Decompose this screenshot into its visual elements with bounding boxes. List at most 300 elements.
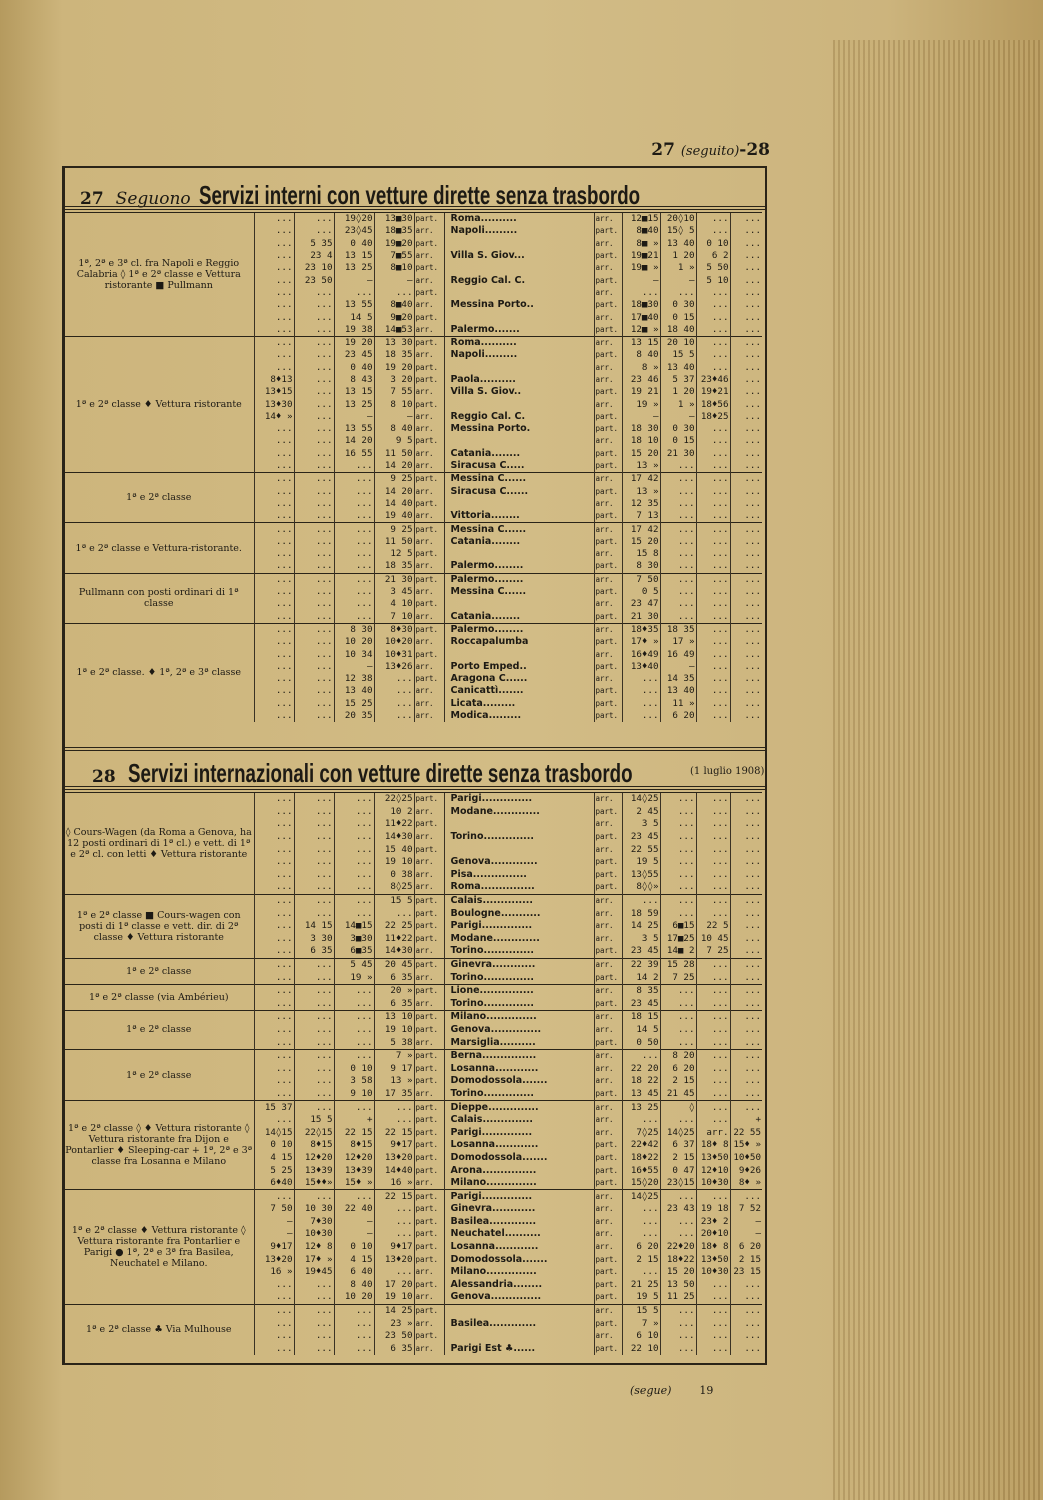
time-cell: ... bbox=[730, 648, 762, 660]
time-cell: ... bbox=[660, 1011, 696, 1024]
station-name bbox=[444, 287, 594, 299]
time-cell: 14 5 bbox=[334, 311, 374, 323]
station-name: Genova.............. bbox=[444, 1291, 594, 1304]
segue-note: (segue) bbox=[630, 1384, 672, 1397]
time-cell: ... bbox=[660, 1216, 696, 1229]
arr-part-label: arr. bbox=[594, 793, 622, 806]
time-cell: ... bbox=[254, 311, 294, 323]
time-cell: ... bbox=[696, 636, 730, 648]
time-cell: ... bbox=[696, 843, 730, 856]
time-cell: ... bbox=[254, 213, 294, 226]
time-cell: 0 40 bbox=[334, 238, 374, 250]
arr-part-label: arr. bbox=[594, 1241, 622, 1254]
time-cell: 15◊20 bbox=[622, 1177, 660, 1190]
time-cell: ... bbox=[696, 560, 730, 573]
station-name: Palermo........ bbox=[444, 623, 594, 636]
arr-part-label: arr. bbox=[414, 710, 444, 722]
arr-part-label: part. bbox=[414, 238, 444, 250]
arr-part-label: arr. bbox=[414, 971, 444, 984]
time-cell: 15♦♦» bbox=[294, 1177, 334, 1190]
time-cell: 8 35 bbox=[622, 984, 660, 997]
time-cell: ... bbox=[696, 1049, 730, 1062]
arr-part-label: arr. bbox=[594, 398, 622, 410]
time-cell: 23 50 bbox=[294, 274, 334, 286]
time-cell: ... bbox=[730, 498, 762, 510]
table-row bbox=[64, 523, 762, 536]
time-cell: ... bbox=[294, 536, 334, 548]
time-cell: 13 40 bbox=[660, 362, 696, 374]
time-cell: 19 10 bbox=[374, 1291, 414, 1304]
time-cell: 14♦30 bbox=[374, 831, 414, 844]
time-cell: ... bbox=[730, 698, 762, 710]
time-cell: 7 13 bbox=[622, 510, 660, 523]
arr-part-label: arr. bbox=[594, 1101, 622, 1114]
arr-part-label: part. bbox=[594, 386, 622, 398]
time-cell: ... bbox=[696, 486, 730, 498]
arr-part-label: part. bbox=[594, 971, 622, 984]
arr-part-label: part. bbox=[414, 1114, 444, 1127]
time-cell: ... bbox=[730, 1062, 762, 1075]
time-cell: 15 25 bbox=[334, 698, 374, 710]
time-cell: ... bbox=[696, 498, 730, 510]
time-cell: ... bbox=[294, 311, 334, 323]
time-cell: ... bbox=[334, 1304, 374, 1317]
time-cell: ... bbox=[622, 710, 660, 722]
time-cell: ... bbox=[730, 374, 762, 386]
time-cell: 0 5 bbox=[622, 586, 660, 598]
time-cell: 13 15 bbox=[334, 386, 374, 398]
section-27-number: 27 bbox=[80, 189, 104, 209]
time-cell: 15 5 bbox=[294, 1114, 334, 1127]
time-cell: ... bbox=[334, 586, 374, 598]
time-cell: ... bbox=[294, 573, 334, 586]
time-cell: ... bbox=[696, 548, 730, 560]
table-row bbox=[64, 1190, 762, 1203]
time-cell: ... bbox=[254, 560, 294, 573]
arr-part-label: arr. bbox=[414, 411, 444, 423]
time-cell: 15 40 bbox=[374, 843, 414, 856]
time-cell: ... bbox=[254, 1304, 294, 1317]
time-cell: ... bbox=[374, 710, 414, 722]
running-header bbox=[600, 140, 770, 160]
timetable-27 bbox=[64, 212, 762, 722]
service-description: Pullmann con posti ordinari di 1ª classe bbox=[64, 573, 254, 623]
station-name: Ginevra............ bbox=[444, 958, 594, 971]
time-cell: ... bbox=[660, 287, 696, 299]
time-cell: ... bbox=[254, 920, 294, 933]
arr-part-label: arr. bbox=[414, 510, 444, 523]
time-cell: — bbox=[374, 411, 414, 423]
station-name bbox=[444, 262, 594, 274]
time-cell: ... bbox=[622, 287, 660, 299]
time-cell: ... bbox=[696, 225, 730, 237]
time-cell: ... bbox=[254, 225, 294, 237]
station-name: Catania........ bbox=[444, 536, 594, 548]
time-cell: 12 5 bbox=[374, 548, 414, 560]
station-name: Lione............... bbox=[444, 984, 594, 997]
service-description: 1ª e 2ª classe bbox=[64, 958, 254, 984]
time-cell: ... bbox=[334, 573, 374, 586]
time-cell: ... bbox=[696, 698, 730, 710]
arr-part-label: part. bbox=[594, 661, 622, 673]
time-cell: ... bbox=[696, 510, 730, 523]
station-name: Vittoria........ bbox=[444, 510, 594, 523]
time-cell: ... bbox=[696, 473, 730, 486]
time-cell: ... bbox=[730, 636, 762, 648]
time-cell: ... bbox=[254, 698, 294, 710]
arr-part-label: arr. bbox=[594, 374, 622, 386]
time-cell: 2 45 bbox=[622, 806, 660, 819]
arr-part-label: part. bbox=[594, 636, 622, 648]
time-cell: ... bbox=[374, 698, 414, 710]
time-cell: 11 » bbox=[660, 698, 696, 710]
station-name: Canicattì....... bbox=[444, 685, 594, 697]
time-cell: 22 25 bbox=[374, 920, 414, 933]
station-name: Domodossola....... bbox=[444, 1253, 594, 1266]
station-name: Genova.............. bbox=[444, 1024, 594, 1037]
arr-part-label: part. bbox=[414, 907, 444, 920]
time-cell: 18 40 bbox=[660, 324, 696, 337]
time-cell: ... bbox=[730, 398, 762, 410]
time-cell: ... bbox=[334, 818, 374, 831]
time-cell: ... bbox=[696, 881, 730, 894]
time-cell: 14 5 bbox=[622, 1024, 660, 1037]
time-cell: ... bbox=[254, 710, 294, 722]
time-cell: ... bbox=[294, 661, 334, 673]
time-cell: 8♦15 bbox=[294, 1139, 334, 1152]
time-cell: ... bbox=[660, 793, 696, 806]
time-cell: 13 15 bbox=[334, 250, 374, 262]
time-cell: 13♦39 bbox=[334, 1164, 374, 1177]
time-cell: ... bbox=[294, 336, 334, 349]
time-cell: ... bbox=[696, 1291, 730, 1304]
arr-part-label: arr. bbox=[594, 1228, 622, 1241]
arr-part-label: part. bbox=[594, 1088, 622, 1101]
time-cell: 14◊25 bbox=[622, 793, 660, 806]
time-cell: 3 58 bbox=[334, 1075, 374, 1088]
time-cell: 16♦55 bbox=[622, 1164, 660, 1177]
time-cell: ... bbox=[294, 374, 334, 386]
station-name: Reggio Cal. C. bbox=[444, 274, 594, 286]
arr-part-label: part. bbox=[414, 435, 444, 447]
time-cell: 9 25 bbox=[374, 523, 414, 536]
time-cell: ... bbox=[660, 984, 696, 997]
table-row bbox=[64, 1304, 762, 1317]
station-name: Basilea............. bbox=[444, 1317, 594, 1330]
time-cell: ... bbox=[254, 536, 294, 548]
time-cell: 5 35 bbox=[294, 238, 334, 250]
time-cell: 10♦30 bbox=[696, 1266, 730, 1279]
station-name: Milano.............. bbox=[444, 1177, 594, 1190]
time-cell: ... bbox=[622, 1266, 660, 1279]
station-name: Milano.............. bbox=[444, 1266, 594, 1279]
station-name: Torino.............. bbox=[444, 971, 594, 984]
time-cell: 13 30 bbox=[374, 336, 414, 349]
time-cell: ... bbox=[730, 311, 762, 323]
time-cell: ... bbox=[254, 1049, 294, 1062]
time-cell: 0 10 bbox=[696, 238, 730, 250]
arr-part-label: arr. bbox=[594, 1203, 622, 1216]
time-cell: ... bbox=[660, 460, 696, 473]
station-name: Torino.............. bbox=[444, 998, 594, 1011]
time-cell: 2 15 bbox=[660, 1152, 696, 1165]
time-cell: ... bbox=[254, 573, 294, 586]
arr-part-label: part. bbox=[414, 374, 444, 386]
arr-part-label: part. bbox=[594, 411, 622, 423]
arr-part-label: arr. bbox=[594, 548, 622, 560]
time-cell: 18 15 bbox=[622, 1011, 660, 1024]
time-cell: ... bbox=[696, 1062, 730, 1075]
time-cell: ... bbox=[254, 274, 294, 286]
service-description: 1ª e 2ª classe ♦ Vettura ristorante bbox=[64, 336, 254, 472]
time-cell: — bbox=[334, 274, 374, 286]
arr-part-label: arr. bbox=[594, 1062, 622, 1075]
time-cell: 10♦30 bbox=[696, 1177, 730, 1190]
time-cell: 19 » bbox=[622, 398, 660, 410]
time-cell: 8♦ » bbox=[730, 1177, 762, 1190]
time-cell: ... bbox=[334, 1343, 374, 1356]
arr-part-label: part. bbox=[594, 1164, 622, 1177]
time-cell: ... bbox=[730, 856, 762, 869]
station-name: Messina Porto. bbox=[444, 423, 594, 435]
time-cell: 13 » bbox=[622, 460, 660, 473]
time-cell: 18♦22 bbox=[622, 1152, 660, 1165]
time-cell: ... bbox=[294, 806, 334, 819]
section-28-heading: Servizi internazionali con vetture dirette senza trasbordo bbox=[127, 758, 633, 788]
service-description: 1ª e 2ª classe ◊ ♦ Vettura ristorante ◊ Vettura ristorante fra Dijon e Pontarlier ♦ Sleeping-car + 1ª, 2ª e 3ª classe fra Losanna e Milano bbox=[64, 1101, 254, 1190]
time-cell: ... bbox=[254, 1190, 294, 1203]
time-cell: ... bbox=[696, 1101, 730, 1114]
time-cell: ... bbox=[334, 831, 374, 844]
time-cell: ... bbox=[294, 213, 334, 226]
time-cell: 11 50 bbox=[374, 448, 414, 460]
time-cell: 15 20 bbox=[622, 536, 660, 548]
service-description: 1ª e 2ª classe ♦ Vettura ristorante ◊ Vettura ristorante fra Pontarlier e Parigi ● 1ª, 2ª e 3ª fra Basilea, Neuchatel e Milano. bbox=[64, 1190, 254, 1304]
time-cell: ... bbox=[334, 856, 374, 869]
page-footer bbox=[630, 1384, 770, 1397]
time-cell: 14♦30 bbox=[374, 945, 414, 958]
station-name: Torino.............. bbox=[444, 945, 594, 958]
time-cell: ... bbox=[696, 523, 730, 536]
time-cell: 14 25 bbox=[374, 1304, 414, 1317]
time-cell: ... bbox=[294, 1011, 334, 1024]
time-cell: 4 10 bbox=[374, 598, 414, 610]
time-cell: ... bbox=[660, 843, 696, 856]
time-cell: 19 40 bbox=[374, 510, 414, 523]
arr-part-label: arr. bbox=[414, 1317, 444, 1330]
time-cell: 23 45 bbox=[334, 349, 374, 361]
arr-part-label: arr. bbox=[594, 1114, 622, 1127]
time-cell: ... bbox=[254, 324, 294, 337]
station-name: Modane............. bbox=[444, 933, 594, 946]
time-cell: ... bbox=[730, 984, 762, 997]
time-cell: ... bbox=[294, 1024, 334, 1037]
time-cell: ... bbox=[696, 536, 730, 548]
arr-part-label: arr. bbox=[594, 311, 622, 323]
time-cell: — bbox=[334, 1216, 374, 1229]
station-name: Calais.............. bbox=[444, 1114, 594, 1127]
time-cell: ... bbox=[254, 1291, 294, 1304]
time-cell: ... bbox=[294, 894, 334, 907]
arr-part-label: arr. bbox=[414, 869, 444, 882]
station-name: Parigi.............. bbox=[444, 793, 594, 806]
time-cell: ... bbox=[730, 806, 762, 819]
arr-part-label: arr. bbox=[414, 1343, 444, 1356]
header-middle: (seguito) bbox=[680, 144, 740, 159]
time-cell: ... bbox=[334, 536, 374, 548]
time-cell: 0 30 bbox=[660, 423, 696, 435]
arr-part-label: arr. bbox=[594, 1216, 622, 1229]
arr-part-label: part. bbox=[414, 1253, 444, 1266]
time-cell: ... bbox=[254, 1011, 294, 1024]
time-cell: ... bbox=[696, 648, 730, 660]
time-cell: 16 49 bbox=[660, 648, 696, 660]
time-cell: ... bbox=[730, 1024, 762, 1037]
time-cell: ... bbox=[254, 336, 294, 349]
time-cell: ... bbox=[334, 1049, 374, 1062]
time-cell: ... bbox=[294, 856, 334, 869]
time-cell: ... bbox=[696, 1114, 730, 1127]
time-cell: ... bbox=[254, 1343, 294, 1356]
time-cell: ... bbox=[696, 1343, 730, 1356]
service-description: 1ª e 2ª classe. ♦ 1ª, 2ª e 3ª classe bbox=[64, 623, 254, 722]
time-cell: ... bbox=[730, 673, 762, 685]
station-name: Calais.............. bbox=[444, 894, 594, 907]
station-name bbox=[444, 311, 594, 323]
time-cell: 16 » bbox=[374, 1177, 414, 1190]
time-cell: 21 25 bbox=[622, 1279, 660, 1292]
time-cell: 18 35 bbox=[660, 623, 696, 636]
time-cell: ... bbox=[730, 423, 762, 435]
time-cell: 0 10 bbox=[334, 1062, 374, 1075]
time-cell: 13♦50 bbox=[696, 1152, 730, 1165]
time-cell: ... bbox=[254, 1330, 294, 1343]
time-cell: ... bbox=[334, 598, 374, 610]
time-cell: 19◊20 bbox=[334, 213, 374, 226]
time-cell: ... bbox=[254, 648, 294, 660]
time-cell: 19 38 bbox=[334, 324, 374, 337]
station-name bbox=[444, 238, 594, 250]
arr-part-label: part. bbox=[594, 349, 622, 361]
time-cell: 22 20 bbox=[622, 1062, 660, 1075]
time-cell: ... bbox=[730, 213, 762, 226]
time-cell: 9 10 bbox=[334, 1088, 374, 1101]
arr-part-label: part. bbox=[414, 1126, 444, 1139]
time-cell: ... bbox=[730, 1330, 762, 1343]
time-cell: ... bbox=[254, 1114, 294, 1127]
time-cell: ... bbox=[254, 1036, 294, 1049]
time-cell: ... bbox=[660, 1024, 696, 1037]
arr-part-label: part. bbox=[414, 623, 444, 636]
time-cell: ... bbox=[660, 611, 696, 624]
time-cell: 23◊15 bbox=[660, 1177, 696, 1190]
time-cell: 8 40 bbox=[374, 423, 414, 435]
time-cell: ... bbox=[730, 510, 762, 523]
time-cell: ... bbox=[254, 611, 294, 624]
time-cell: 18♦56 bbox=[696, 398, 730, 410]
time-cell: 5 50 bbox=[696, 262, 730, 274]
time-cell: 7◊25 bbox=[622, 1126, 660, 1139]
time-cell: ... bbox=[660, 548, 696, 560]
time-cell: 14 20 bbox=[334, 435, 374, 447]
page-number: 19 bbox=[699, 1384, 714, 1397]
arr-part-label: part. bbox=[594, 698, 622, 710]
time-cell: ... bbox=[622, 1216, 660, 1229]
arr-part-label: part. bbox=[594, 945, 622, 958]
time-cell: ... bbox=[294, 1075, 334, 1088]
time-cell: 17 20 bbox=[374, 1279, 414, 1292]
time-cell: 3 30 bbox=[294, 933, 334, 946]
time-cell: ... bbox=[730, 1011, 762, 1024]
time-cell: 19■21 bbox=[622, 250, 660, 262]
time-cell: ... bbox=[696, 460, 730, 473]
time-cell: ... bbox=[730, 710, 762, 722]
time-cell: ... bbox=[294, 349, 334, 361]
time-cell: ... bbox=[730, 460, 762, 473]
station-name: Parigi.............. bbox=[444, 1126, 594, 1139]
arr-part-label: arr. bbox=[594, 907, 622, 920]
arr-part-label: part. bbox=[414, 1139, 444, 1152]
time-cell: ... bbox=[730, 920, 762, 933]
time-cell: ... bbox=[696, 998, 730, 1011]
arr-part-label: arr. bbox=[594, 1049, 622, 1062]
time-cell: 22 5 bbox=[696, 920, 730, 933]
arr-part-label: arr. bbox=[594, 933, 622, 946]
time-cell: 13 40 bbox=[660, 238, 696, 250]
service-description: 1ª e 2ª classe bbox=[64, 1011, 254, 1050]
time-cell: 6♦40 bbox=[254, 1177, 294, 1190]
time-cell: 3 5 bbox=[622, 818, 660, 831]
arr-part-label: part. bbox=[594, 1036, 622, 1049]
time-cell: 23 43 bbox=[660, 1203, 696, 1216]
time-cell: 13♦50 bbox=[696, 1253, 730, 1266]
arr-part-label: part. bbox=[594, 998, 622, 1011]
time-cell: 3 5 bbox=[622, 933, 660, 946]
time-cell: ... bbox=[334, 1011, 374, 1024]
time-cell: 8 40 bbox=[622, 349, 660, 361]
time-cell: ... bbox=[294, 423, 334, 435]
time-cell: ... bbox=[696, 362, 730, 374]
time-cell: 11 25 bbox=[660, 1291, 696, 1304]
time-cell: 15◊ 5 bbox=[660, 225, 696, 237]
time-cell: ◊ bbox=[660, 1101, 696, 1114]
time-cell: 17 35 bbox=[374, 1088, 414, 1101]
arr-part-label: part. bbox=[414, 984, 444, 997]
time-cell: ... bbox=[730, 560, 762, 573]
time-cell: ... bbox=[696, 869, 730, 882]
time-cell: ... bbox=[696, 448, 730, 460]
section-27-lead: Seguono bbox=[115, 189, 191, 209]
station-name: Milano.............. bbox=[444, 1011, 594, 1024]
time-cell: ... bbox=[660, 1036, 696, 1049]
arr-part-label: part. bbox=[414, 1049, 444, 1062]
time-cell: 8 40 bbox=[334, 1279, 374, 1292]
time-cell: ... bbox=[294, 698, 334, 710]
time-cell: ... bbox=[660, 998, 696, 1011]
arr-part-label: arr. bbox=[594, 1075, 622, 1088]
time-cell: 19 20 bbox=[334, 336, 374, 349]
time-cell: ... bbox=[696, 598, 730, 610]
arr-part-label: arr. bbox=[594, 920, 622, 933]
time-cell: ... bbox=[334, 1101, 374, 1114]
time-cell: ... bbox=[334, 869, 374, 882]
time-cell: ... bbox=[334, 510, 374, 523]
time-cell: 8■40 bbox=[374, 299, 414, 311]
time-cell: 12♦20 bbox=[334, 1152, 374, 1165]
time-cell: 11♦22 bbox=[374, 818, 414, 831]
time-cell: 14◊25 bbox=[622, 1190, 660, 1203]
arr-part-label: part. bbox=[414, 1304, 444, 1317]
